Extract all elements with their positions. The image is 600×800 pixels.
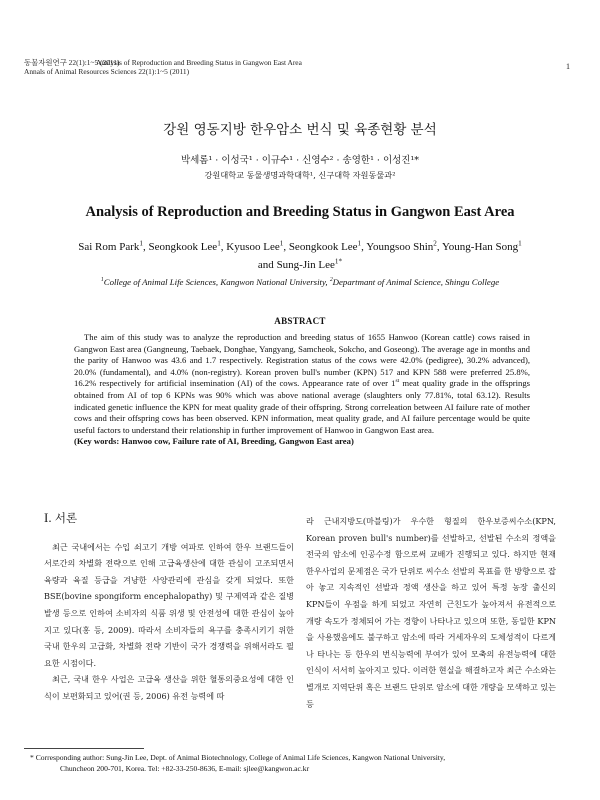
journal-citation-en: Annals of Animal Resources Sciences 22(1):1~5 (2011) <box>24 67 190 76</box>
journal-citation-ko: 동물자원연구 22(1):1~5 (2011) <box>24 58 120 67</box>
author-affil-mark: 1 <box>217 239 221 248</box>
author-name: Kyusoo Lee <box>226 241 280 253</box>
author-name: Youngsoo Shin <box>366 241 434 253</box>
author-affil-mark: 2 <box>433 239 437 248</box>
author-affil-mark: 1 <box>279 239 284 248</box>
affil-mark: 1 <box>100 277 104 284</box>
title-english: Analysis of Reproduction and Breeding Status in Gangwon East Area <box>85 204 515 220</box>
title-korean: 강원 영동지방 한우암소 번식 및 육종현황 분석 <box>163 122 437 138</box>
paragraph: 최근 국내에서는 수입 쇠고기 개방 여파로 인하여 한우 브랜드들이 서로간의 차별화 전략으로 인해 고급육생산에 대한 관심이 고조되면서 육량과 육질 등급을 겨냥한 사양관리에 관심을 갖게 되었다. 또한 BSE(bovine spongiform encephalopathy) 및 구제역과 같은 질병발생 등으로 인하여 소비자의 식품 위생 및 안전성에 대한 관심이 높아지고 있다(홍 등, 2009). 따라서 소비자들의 욕구를 충족시키기 위한 국내 한우의 고급화, 차별화 전략 기반이 국가 경쟁력을 위해서라도 필요한 시점이다. <box>44 541 294 668</box>
footnote-line: Chuncheon 200-701, Korea. Tel: +82-33-250-8636, E-mail: sjlee@kangwon.ac.kr <box>60 764 310 773</box>
keywords: (Key words: Hanwoo cow, Failure rate of AI, Breeding, Gangwon East area) <box>74 436 354 447</box>
author-name: Sai Rom Park <box>78 241 140 253</box>
body-column-left <box>44 510 294 705</box>
author-name: Seongkook Lee <box>148 241 218 253</box>
author-name: Seongkook Lee <box>288 241 358 253</box>
author-separator: , <box>361 241 367 253</box>
author-separator: , <box>436 241 442 253</box>
author-name: Sung-Jin Lee <box>276 259 335 271</box>
affiliation: College of Animal Life Sciences, Kangwon National University, <box>103 277 330 287</box>
footnote <box>30 752 578 774</box>
author-affil-mark: 1 <box>518 239 522 248</box>
author-affil-mark: 1* <box>334 257 343 266</box>
authors-english <box>40 238 560 274</box>
author-name: Young-Han Song <box>441 241 519 253</box>
author-affil-mark: 1 <box>139 239 143 248</box>
running-title: Analysis of Reproduction and Breeding Status in Gangwon East Area <box>96 58 302 67</box>
paragraph: 라 근내지방도(마블링)가 우수한 형질의 한우보증씨수소(KPN, Korean proven bull's number)를 선발하고, 선발된 수소의 정액을 전국의 암소에 인공수정 함으로써 교배가 진행되고 있다. 하지만 현재 한우사업의 문제점은 국가 단위로 씨수소 선발의 목표를 한 방향으로 잡아 놓고 지속적인 선발과 정액 생산을 하고 있어 특정 농장 출신의 KPN들이 우점을 하게 되었고 자연히 근친도가 높아져서 유전적으로 개량 속도가 정체되어 가는 경향이 나타나고 있으며 또한, 동일한 KPN을 사용했음에도 불구하고 암소에 따라 거세자우의 도체성적이 다르게 나 타나는 등 한우의 번식능력에 부여가 있어 모축의 유전능력에 대한 인식이 서서히 높아지고 있다. 이러한 현실을 해결하고자 최근 수소와는 별개로 지역단위 혹은 브랜드 단위로 암소에 대한 개량을 모색하고 있는 등 <box>306 516 556 709</box>
abstract-heading: ABSTRACT <box>274 316 326 326</box>
author-separator: , <box>283 241 289 253</box>
running-header <box>24 58 576 76</box>
authors-korean: 박세롬¹ · 이성국¹ · 이규수¹ · 신영수² · 송영한¹ · 이성진¹* <box>180 155 420 166</box>
affiliations-english <box>0 277 600 287</box>
footnote-line: * Corresponding author: Sung-Jin Lee, Dept. of Animal Biotechnology, College of Animal Life Sciences, Kangwon National University, <box>30 753 446 762</box>
affil-mark: 2 <box>329 277 333 284</box>
author-conjunction: and <box>257 259 277 271</box>
ordinal-suffix: st <box>395 378 400 385</box>
page-number: 1 <box>566 62 570 71</box>
abstract-text <box>74 332 530 436</box>
author-separator: , <box>220 241 227 253</box>
affiliations-korean: 강원대학교 동물생명과학대학¹, 신구대학 자원동물과² <box>204 170 396 180</box>
section-number: I. <box>44 510 55 525</box>
author-separator: , <box>142 241 149 253</box>
abstract-text-part: meat quality grade in the offsprings obtained from AI of top 6 KPNs was 90% which was above national average (slaughters only 77.81%, total 63.12). Results indicated genetic influence the KPN for meat quality grade of their offspring. Strong correleation between AI failure rate of mother cows and their offspring cows has been observed. KPN information, meat quality grade, and AI failure percentage would be quite useful factors to understand their relationship in further improvement of Hanwoo in Gangwon East area. <box>74 378 531 435</box>
affiliation: Departmant of Animal Science, Shingu College <box>332 277 500 287</box>
section-heading <box>44 510 294 527</box>
abstract-body <box>74 332 530 448</box>
footnote-rule <box>24 748 144 749</box>
section-title: 서론 <box>54 511 78 525</box>
author-affil-mark: 1 <box>357 239 362 248</box>
paragraph: 최근, 국내 한우 사업은 고급육 생산을 위한 혈통의중요성에 대한 인식이 보편화되고 있어(권 등, 2006) 유전 능력에 따 <box>44 674 294 701</box>
body-column-right <box>306 513 556 712</box>
abstract-text-part: The aim of this study was to analyze the reproduction and breeding status of 1655 Hanwoo (Korean cattle) cows raised in Gangwon East area (Gangneung, Taebaek, Donghae, Yangyang, Samcheok, Sokcho, and Goseong). The average age in months and the parity of Hanwoo was 43.6 and 1.7 respectively. Registration status of the cows were 42.0% (pedigree), 30.2% advanced), 20.0% (fundamental), and 4.0% (non-registry). Korean proven bull's number (KPN) 517 and KPN 588 were preferred 25.8%, 16.2% respectively for artificial insemination (AI) of the cows. Appearance rate of over 1 <box>74 332 530 389</box>
